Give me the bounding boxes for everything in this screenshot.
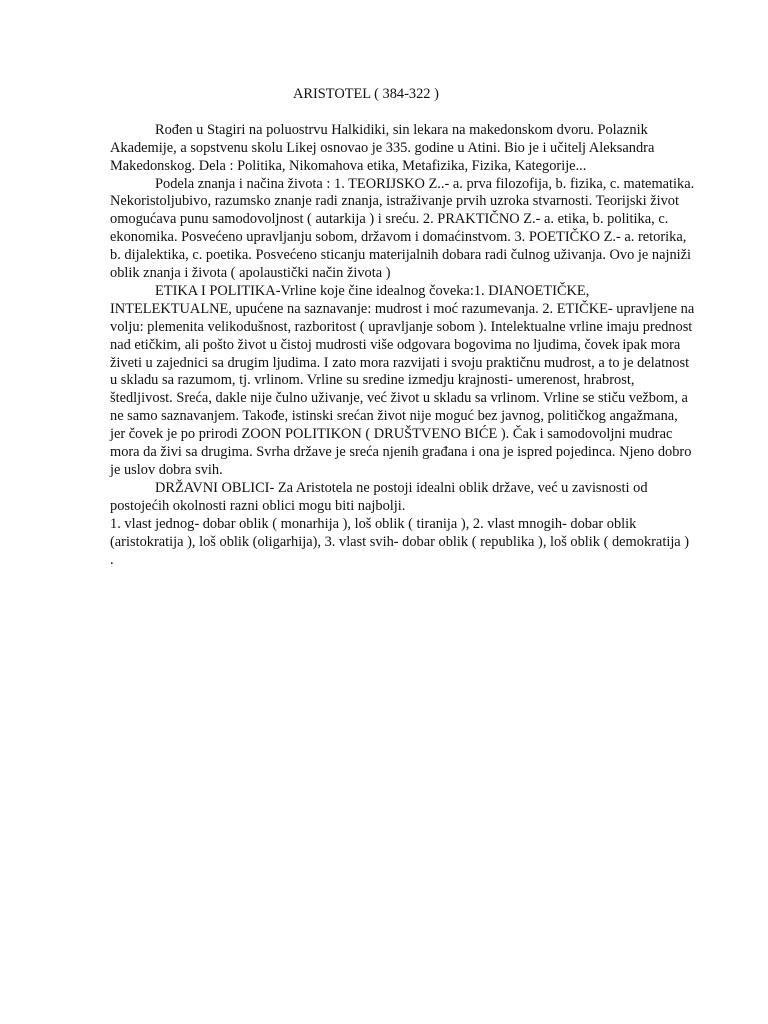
document-title: ARISTOTEL ( 384-322 ) (293, 86, 439, 102)
paragraph-knowledge-division: Podela znanja i načina života : 1. TEORIJSKO Z..- a. prva filozofija, b. fizika, c. matematika. Nekoristoljubivo, razumsko znanje radi znanja, istraživanje prvih uzroka stvarnosti. Teorijski život omogućava punu samodovoljnost ( autarkija ) i sreću. 2. PRAKTIČNO Z.- a. etika, b. politika, c. ekonomika. Posvećeno upravljanju sobom, državom i domaćinstvom. 3. POETIČKO Z.- a. retorika, b. dijalektika, c. poetika. Posvećeno sticanju materijalnih dobara radi čulnog uživanja. Ovo je najniži oblik znanja i života ( apolaustički način života ) (110, 175, 695, 282)
paragraph-ethics-politics: ETIKA I POLITIKA-Vrline koje čine idealnog čoveka:1. DIANOETIČKE, INTELEKTUALNE, upućene na saznavanje: mudrost i moć razumevanja. 2. ETIČKE- upravljene na volju: plemenita velikodušnost, razboritost ( upravljanje sobom ). Intelektualne vrline imaju prednost nad etičkim, ali pošto život u čistoj mudrosti više odgovara bogovima no ljudima, čovek ipak mora živeti u zajednici sa drugim ljudima. I zato mora razvijati i svoju praktičnu mudrost, a to je delatnost u skladu sa razumom, tj. vrlinom. Vrline su sredine izmedju krajnosti- umerenost, hrabrost, štedljivost. Sreća, dakle nije čulno uživanje, već život u skladu sa vrlinom. Vrline se stiču vežbom, a ne samo saznavanjem. Takođe, istinski srećan život nije moguć bez javnog, političkog angažmana, jer čovek je po prirodi ZOON POLITIKON ( DRUŠTVENO BIĆE ). Čak i samodovoljni mudrac mora da živi sa drugima. Svrha države je sreća njenih građana i ona je ispred pojedinca. Njeno dobro je uslov dobra svih. (110, 282, 695, 479)
paragraph-state-forms: DRŽAVNI OBLICI- Za Aristotela ne postoji idealni oblik države, već u zavisnosti od postojećih okolnosti razni oblici mogu biti najbolji. (110, 479, 648, 514)
paragraph-biography: Rođen u Stagiri na poluostrvu Halkidiki, sin lekara na makedonskom dvoru. Polaznik Akademije, a sopstvenu skolu Likej osnovao je 335. godine u Atini. Bio je i učitelj Aleksandra Makedonskog. Dela : Politika, Nikomahova etika, Metafizika, Fizika, Kategorije... (110, 121, 655, 174)
state-forms-list: 1. vlast jednog- dobar oblik ( monarhija ), loš oblik ( tiranija ), 2. vlast mnogih- dobar oblik (aristokratija ), loš oblik (oligarhija), 3. vlast svih- dobar oblik ( republika ), loš oblik ( demokratija ) . (110, 515, 690, 568)
document-page (110, 86, 696, 569)
